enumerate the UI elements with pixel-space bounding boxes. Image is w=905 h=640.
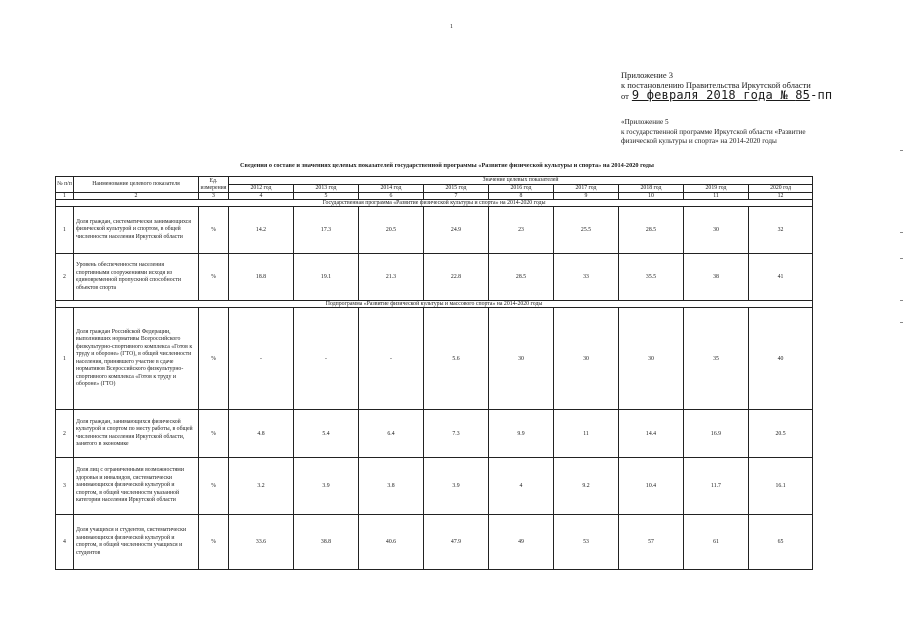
row-value: 40 [749,308,813,410]
row-unit: % [199,515,229,570]
order-ot: от [621,91,629,101]
scan-edge-mark [900,150,903,151]
indicators-table [55,176,813,570]
row-value: 32 [749,207,813,254]
col-number: 5 [294,193,359,200]
row-value: 20.5 [749,410,813,458]
row-value: 19.1 [294,254,359,301]
appendix3-title: Приложение 3 [621,70,673,80]
row-value: 9.2 [554,458,619,515]
row-value: 28.5 [489,254,554,301]
row-value: 25.5 [554,207,619,254]
col-number: 11 [684,193,749,200]
row-value: 3.9 [294,458,359,515]
row-value: 3.8 [359,458,424,515]
table-row [56,207,813,254]
header-values-group: Значение целевых показателей [229,177,813,185]
row-value: 47.9 [424,515,489,570]
row-value: 28.5 [619,207,684,254]
row-value: 18.8 [229,254,294,301]
row-value: - [229,308,294,410]
row-num: 2 [56,254,74,301]
col-number: 4 [229,193,294,200]
row-indicator-name: Доля учащихся и студентов, систематически занимающихся физической культурой и спортом, в общей численности учащихся и студентов [74,515,199,570]
document-title: Сведения о составе и значениях целевых показателей государственной программы «Развитие физической культуры и спорта» на 2014-2020 годы [240,162,654,169]
row-num: 3 [56,458,74,515]
header-year: 2018 год [619,185,684,193]
row-unit: % [199,308,229,410]
header-year: 2017 год [554,185,619,193]
row-value: 21.3 [359,254,424,301]
scan-edge-mark [900,322,903,323]
appendix5-block [621,118,831,147]
row-unit: % [199,410,229,458]
header-name: Наименование целевого показателя [74,177,199,193]
col-number: 10 [619,193,684,200]
row-value: 9.9 [489,410,554,458]
row-value: 23 [489,207,554,254]
order-date-text: 9 февраля 2018 года № [631,88,796,102]
col-number: 12 [749,193,813,200]
row-value: 49 [489,515,554,570]
row-value: 5.6 [424,308,489,410]
row-unit: % [199,458,229,515]
row-value: 38 [684,254,749,301]
row-value: 17.3 [294,207,359,254]
table-row [56,410,813,458]
row-value: 35 [684,308,749,410]
order-date-stamp [632,90,832,100]
scan-edge-mark [900,300,903,301]
row-value: 16.1 [749,458,813,515]
row-value: - [294,308,359,410]
column-numbers-row [56,193,813,200]
table-row [56,308,813,410]
header-year: 2012 год [229,185,294,193]
row-value: 20.5 [359,207,424,254]
scan-edge-mark [900,232,903,233]
row-value: 22.8 [424,254,489,301]
row-value: 16.9 [684,410,749,458]
header-year: 2020 год [749,185,813,193]
header-year: 2014 год [359,185,424,193]
row-value: 4.8 [229,410,294,458]
header-year: 2016 год [489,185,554,193]
row-indicator-name: Доля граждан, систематически занимающихся физической культурой и спортом, в общей численности населения Иркутской области [74,207,199,254]
row-value: 33 [554,254,619,301]
header-unit: Ед. измерения [199,177,229,193]
row-value: 24.9 [424,207,489,254]
row-value: 14.2 [229,207,294,254]
row-value: 3.9 [424,458,489,515]
row-value: 40.6 [359,515,424,570]
row-unit: % [199,207,229,254]
row-indicator-name: Доля граждан, занимающихся физической культурой и спортом по месту работы, в общей численности населения Иркутской области, занятого в экономике [74,410,199,458]
row-value: 11.7 [684,458,749,515]
header-year: 2019 год [684,185,749,193]
row-value: 30 [489,308,554,410]
row-num: 1 [56,308,74,410]
row-value: 30 [684,207,749,254]
header-year: 2013 год [294,185,359,193]
col-number: 9 [554,193,619,200]
row-value: 41 [749,254,813,301]
row-value: 33.6 [229,515,294,570]
row-value: 30 [619,308,684,410]
table-row [56,515,813,570]
row-num: 1 [56,207,74,254]
page-number: 1 [450,24,453,30]
table-row [56,458,813,515]
row-value: 4 [489,458,554,515]
col-number: 8 [489,193,554,200]
section-subprogram-title: Подпрограмма «Развитие физической культуры и массового спорта» на 2014-2020 годы [56,301,813,308]
col-number: 6 [359,193,424,200]
header-num: № п/п [56,177,74,193]
row-value: 10.4 [619,458,684,515]
row-value: 57 [619,515,684,570]
section-program-title: Государственная программа «Развитие физической культуры и спорта» на 2014-2020 годы [56,200,813,207]
order-date-line [621,90,832,101]
row-unit: % [199,254,229,301]
row-indicator-name: Доля лиц с ограниченными возможностями здоровья и инвалидов, систематически занимающихся физической культурой и спортом, в общей численности указанной категории населения Иркутской области [74,458,199,515]
header-year: 2015 год [424,185,489,193]
row-value: 5.4 [294,410,359,458]
row-value: 35.5 [619,254,684,301]
order-number: 85 [795,88,811,102]
col-number: 7 [424,193,489,200]
row-value: 6.4 [359,410,424,458]
row-value: 38.8 [294,515,359,570]
col-number: 2 [74,193,199,200]
table-row [56,254,813,301]
row-value: 14.4 [619,410,684,458]
col-number: 3 [199,193,229,200]
row-value: 11 [554,410,619,458]
row-value: 7.3 [424,410,489,458]
col-number: 1 [56,193,74,200]
row-value: 30 [554,308,619,410]
scan-edge-mark [900,258,903,259]
row-value: 61 [684,515,749,570]
row-num: 4 [56,515,74,570]
row-indicator-name: Доля граждан Российской Федерации, выполнивших нормативы Всероссийского физкультурно-спортивного комплекса «Готов к труду и обороне» (ГТО), в общей численности населения, принявшего участие в сдаче нормативов Всероссийского физкультурно-спортивного комплекса «Готов к труду и обороне» (ГТО) [74,308,199,410]
row-value: 65 [749,515,813,570]
row-indicator-name: Уровень обеспеченности населения спортивными сооружениями исходя из единовременной пропускной способности объектов спорта [74,254,199,301]
appendix5-title: «Приложение 5 [621,118,669,126]
appendix5-program: к государственной программе Иркутской области «Развитие физической культуры и спорта» на 2014-2020 годы [621,127,806,145]
row-num: 2 [56,410,74,458]
appendix3-block [621,70,832,101]
order-suffix: -пп [810,88,833,102]
row-value: - [359,308,424,410]
row-value: 3.2 [229,458,294,515]
appendix3-resolution: к постановлению Правительства Иркутской области [621,80,811,90]
row-value: 53 [554,515,619,570]
